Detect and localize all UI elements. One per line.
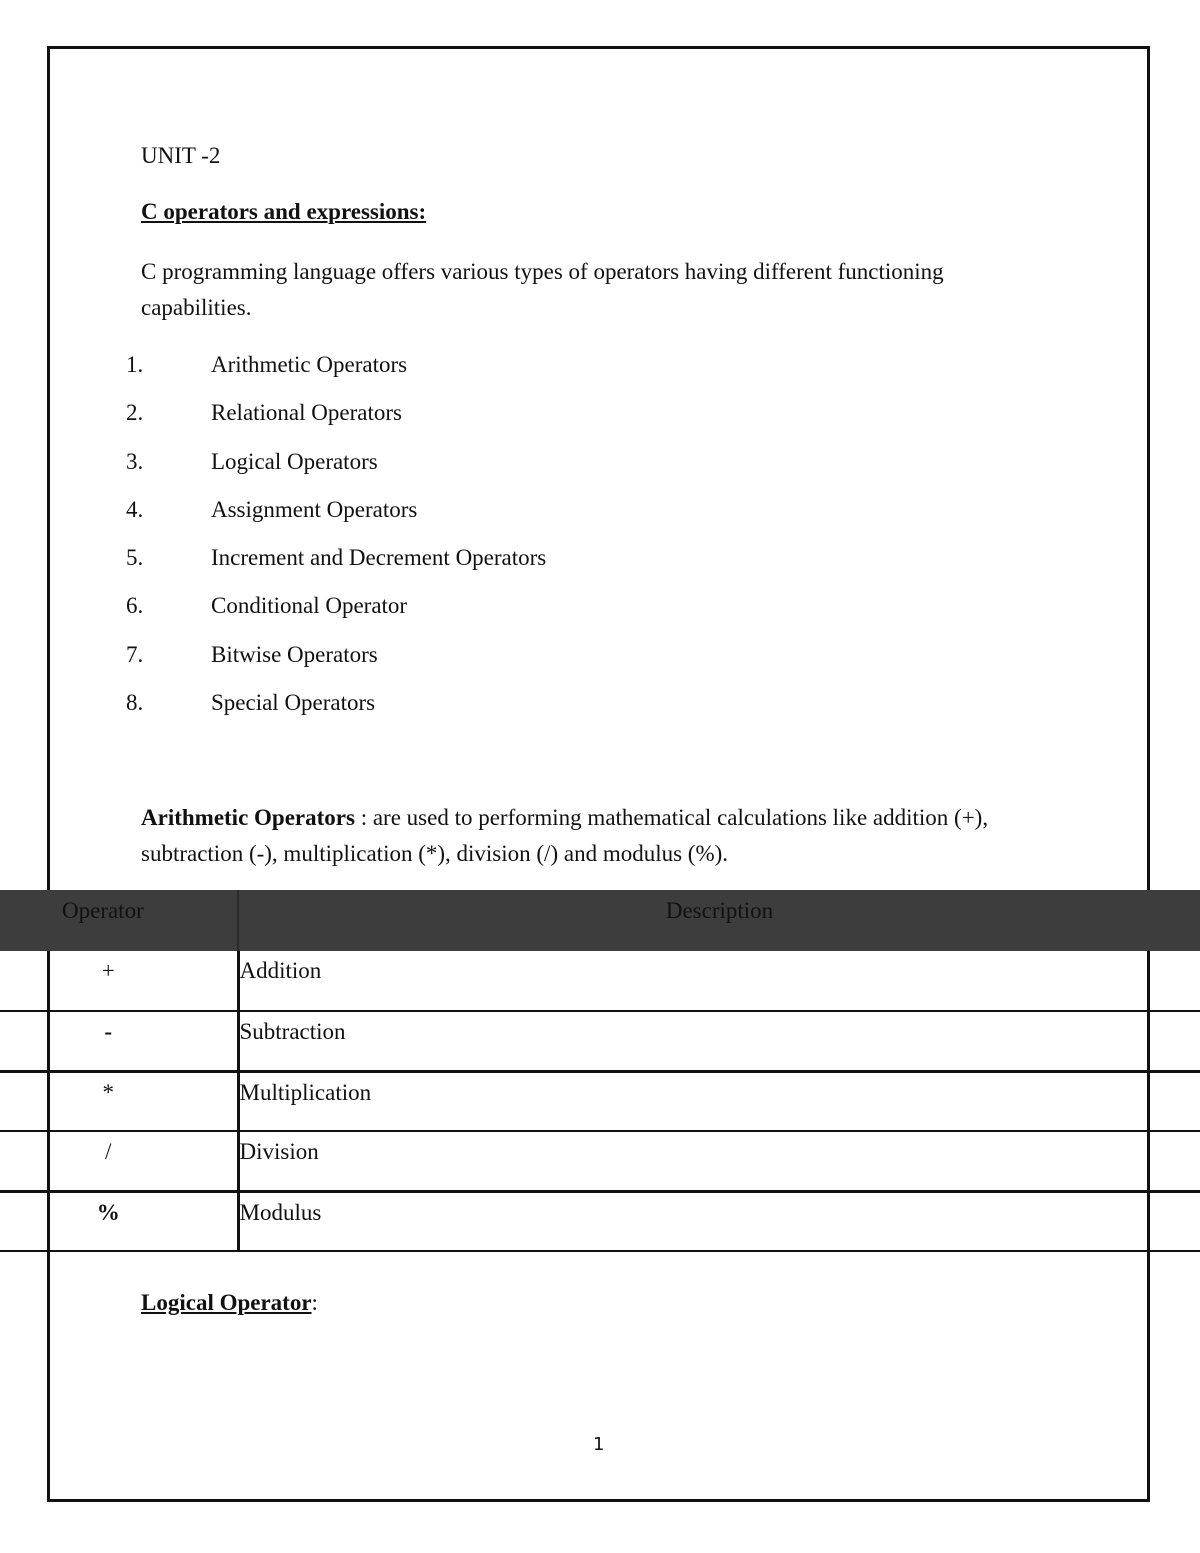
list-item-number: 5. [126, 545, 144, 571]
operator-cell: * [0, 1071, 238, 1131]
list-item-label: Relational Operators [211, 400, 402, 426]
operator-cell: % [0, 1191, 238, 1251]
list-item-number: 2. [126, 400, 144, 426]
list-item-label: Logical Operators [211, 448, 378, 474]
table-row [0, 1131, 1200, 1191]
list-item-label: Special Operators [211, 690, 376, 716]
description-cell: Division [239, 1139, 319, 1164]
list-item-number: 7. [126, 641, 144, 667]
operator-cell: + [0, 951, 238, 1011]
table-header-row [0, 890, 1200, 951]
list-item-label: Conditional Operator [211, 593, 408, 619]
table-row [0, 1011, 1200, 1071]
description-cell: Subtraction [239, 1019, 346, 1044]
page-number: 1 [593, 1434, 605, 1455]
list-item-number: 6. [126, 593, 144, 619]
list-item-label: Arithmetic Operators [211, 352, 408, 377]
list-item-number: 3. [126, 448, 144, 474]
intro-paragraph: C programming language offers various types of operators having different functioning capabilities. [141, 259, 944, 320]
logical-operator-term: Logical Operator [141, 1290, 312, 1315]
operator-cell: / [0, 1131, 238, 1191]
description-cell: Addition [239, 958, 322, 983]
list-item-number: 1. [126, 352, 144, 377]
list-item-label: Assignment Operators [211, 496, 418, 522]
logical-operator-heading [141, 1290, 318, 1316]
section-heading: C operators and expressions: [141, 199, 427, 224]
unit-label: UNIT -2 [141, 143, 221, 168]
table-row [0, 1071, 1200, 1131]
arithmetic-paragraph [141, 800, 1041, 872]
list-item-number: 4. [126, 496, 144, 522]
arithmetic-operators-table [0, 890, 1200, 1252]
arithmetic-term: Arithmetic Operators [141, 805, 355, 830]
column-header-description: Description [665, 898, 774, 923]
arithmetic-description: : are used to performing mathematical calculations like addition (+), subtraction (-), multiplication (*), division (/) and modulus (%). [141, 805, 989, 866]
description-cell: Multiplication [239, 1079, 372, 1105]
list-item-number: 8. [126, 690, 144, 716]
operator-cell: - [0, 1011, 238, 1071]
list-item-label: Bitwise Operators [211, 641, 378, 667]
column-header-operator: Operator [0, 890, 238, 951]
description-cell: Modulus [239, 1199, 322, 1225]
logical-operator-colon: : [311, 1290, 318, 1315]
table-row [0, 951, 1200, 1011]
list-item-label: Increment and Decrement Operators [211, 545, 547, 571]
table-row [0, 1191, 1200, 1251]
